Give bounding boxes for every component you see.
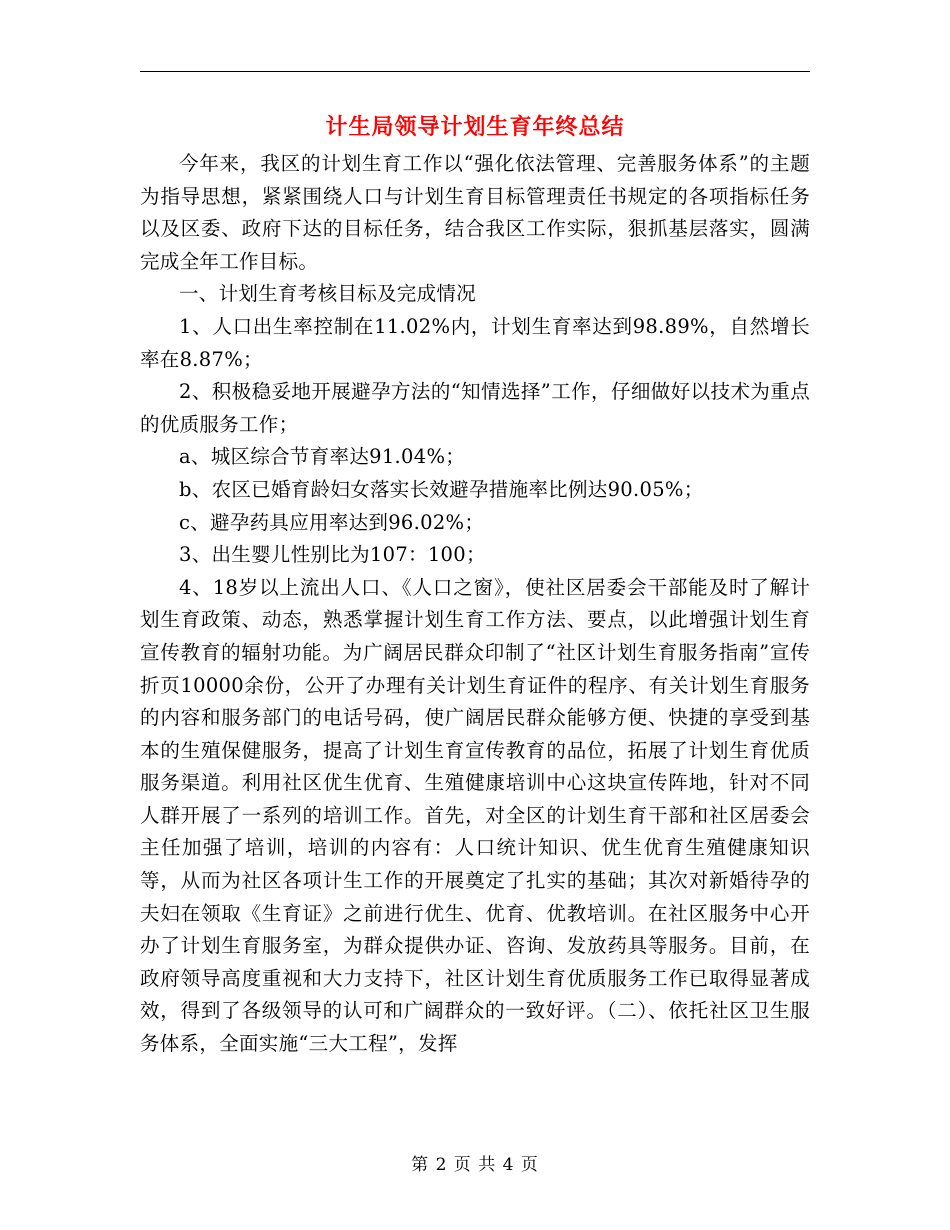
- page-footer: 第 2 页 共 4 页: [411, 1155, 539, 1175]
- paragraph-item-2: 2、积极稳妥地开展避孕方法的“知情选择”工作，仔细做好以技术为重点的优质服务工作；: [140, 380, 810, 436]
- paragraph-item-c: c、避孕药具应用率达到96.02%；: [179, 510, 485, 534]
- page-title: 计生局领导计划生育年终总结: [325, 114, 625, 140]
- paragraph-item-1: 1、人口出生率控制在11.02%内，计划生育率达到98.89%，自然增长率在8.87%；: [140, 314, 810, 371]
- paragraph-item-a: a、城区综合节育率达91.04%；: [179, 445, 466, 469]
- paragraph-section-heading: 一、计划生育考核目标及完成情况: [179, 282, 477, 306]
- paragraph-intro: 今年来，我区的计划生育工作以“强化依法管理、完善服务体系”的主题为指导思想，紧紧围绕人口与计划生育目标管理责任书规定的各项指标任务以及区委、政府下达的目标任务，结合我区工作实际，狠抓基层落实，圆满完成全年工作目标。: [140, 152, 810, 273]
- paragraph-item-4: 4、18岁以上流出人口、《人口之窗》，使社区居委会干部能及时了解计划生育政策、动态，熟悉掌握计划生育工作方法、要点，以此增强计划生育宣传教育的辐射功能。为广阔居民群众印制了“社区计划生育服务指南”宣传折页10000余份，公开了办理有关计划生育证件的程序、有关计划生育服务的内容和服务部门的电话号码，使广阔居民群众能够方便、快捷的享受到基本的生殖保健服务，提高了计划生育宣传教育的品位，拓展了计划生育优质服务渠道。利用社区优生优育、生殖健康培训中心这块宣传阵地，针对不同人群开展了一系列的培训工作。首先，对全区的计划生育干部和社区居委会主任加强了培训，培训的内容有：人口统计知识、优生优育生殖健康知识等，从而为社区各项计生工作的开展奠定了扎实的基础；其次对新婚待孕的夫妇在领取《生育证》之前进行优生、优育、优教培训。在社区服务中心开办了计划生育服务室，为群众提供办证、咨询、发放药具等服务。目前，在政府领导高度重视和大力支持下，社区计划生育优质服务工作已取得显著成效，得到了各级领导的认可和广阔群众的一致好评。（二）、依托社区卫生服务体系，全面实施“三大工程”，发挥: [140, 575, 810, 1056]
- document-body: [140, 148, 810, 1061]
- paragraph-item-3: 3、出生婴儿性别比为107：100；: [179, 543, 486, 567]
- paragraph-item-b: b、农区已婚育龄妇女落实长效避孕措施率比例达90.05%；: [179, 477, 704, 501]
- header-rule: [140, 71, 810, 72]
